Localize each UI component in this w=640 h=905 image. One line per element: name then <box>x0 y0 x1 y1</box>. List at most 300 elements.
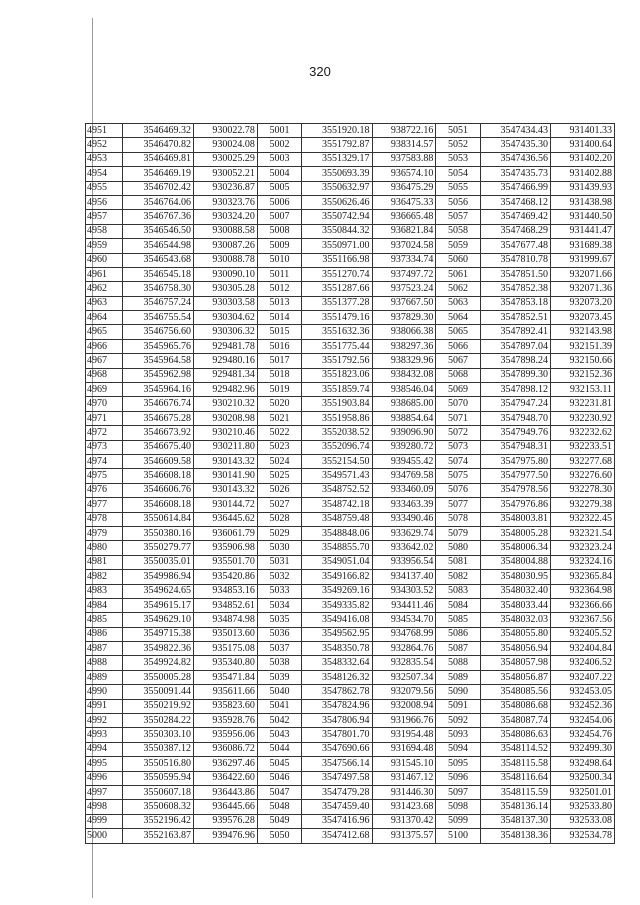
point-id-cell: 5064 <box>436 311 480 325</box>
point-id-cell: 5082 <box>436 570 480 584</box>
point-id-cell: 5094 <box>436 742 480 756</box>
y-coordinate-cell: 935013.60 <box>194 627 258 641</box>
x-coordinate-cell: 3550595.94 <box>123 771 194 785</box>
table-row <box>86 339 615 353</box>
x-coordinate-cell: 3547824.96 <box>301 699 372 713</box>
x-coordinate-cell: 3550387.12 <box>123 742 194 756</box>
point-id-cell: 5025 <box>257 469 301 483</box>
point-id-cell: 4958 <box>86 224 123 238</box>
table-row <box>86 800 615 814</box>
point-id-cell: 4968 <box>86 368 123 382</box>
table-row <box>86 253 615 267</box>
y-coordinate-cell: 932405.52 <box>551 627 615 641</box>
y-coordinate-cell: 938685.00 <box>372 397 436 411</box>
point-id-cell: 5020 <box>257 397 301 411</box>
point-id-cell: 5006 <box>257 195 301 209</box>
x-coordinate-cell: 3549416.08 <box>301 613 372 627</box>
table-row <box>86 512 615 526</box>
point-id-cell: 5001 <box>257 124 301 138</box>
x-coordinate-cell: 3551287.66 <box>301 282 372 296</box>
y-coordinate-cell: 929482.96 <box>194 383 258 397</box>
y-coordinate-cell: 931401.33 <box>551 124 615 138</box>
point-id-cell: 5033 <box>257 584 301 598</box>
point-id-cell: 4991 <box>86 699 123 713</box>
point-id-cell: 5061 <box>436 267 480 281</box>
y-coordinate-cell: 931400.64 <box>551 138 615 152</box>
x-coordinate-cell: 3547892.41 <box>480 325 551 339</box>
table-row <box>86 642 615 656</box>
point-id-cell: 4973 <box>86 440 123 454</box>
point-id-cell: 5068 <box>436 368 480 382</box>
point-id-cell: 5087 <box>436 642 480 656</box>
table-row <box>86 785 615 799</box>
x-coordinate-cell: 3549924.82 <box>123 656 194 670</box>
x-coordinate-cell: 3549335.82 <box>301 598 372 612</box>
x-coordinate-cell: 3545962.98 <box>123 368 194 382</box>
y-coordinate-cell: 930144.72 <box>194 498 258 512</box>
y-coordinate-cell: 936297.46 <box>194 757 258 771</box>
x-coordinate-cell: 3547853.18 <box>480 296 551 310</box>
x-coordinate-cell: 3548004.88 <box>480 555 551 569</box>
x-coordinate-cell: 3551859.74 <box>301 383 372 397</box>
table-row <box>86 541 615 555</box>
table-row <box>86 670 615 684</box>
y-coordinate-cell: 933956.54 <box>372 555 436 569</box>
x-coordinate-cell: 3551479.16 <box>301 311 372 325</box>
point-id-cell: 5047 <box>257 785 301 799</box>
table-row <box>86 714 615 728</box>
y-coordinate-cell: 935175.08 <box>194 642 258 656</box>
x-coordinate-cell: 3547677.48 <box>480 239 551 253</box>
x-coordinate-cell: 3548332.64 <box>301 656 372 670</box>
point-id-cell: 5080 <box>436 541 480 555</box>
y-coordinate-cell: 929481.34 <box>194 368 258 382</box>
x-coordinate-cell: 3550608.32 <box>123 800 194 814</box>
y-coordinate-cell: 932406.52 <box>551 656 615 670</box>
y-coordinate-cell: 932322.45 <box>551 512 615 526</box>
x-coordinate-cell: 3548086.63 <box>480 728 551 742</box>
y-coordinate-cell: 930052.21 <box>194 167 258 181</box>
y-coordinate-cell: 935420.86 <box>194 570 258 584</box>
x-coordinate-cell: 3547948.31 <box>480 440 551 454</box>
point-id-cell: 5052 <box>436 138 480 152</box>
point-id-cell: 5058 <box>436 224 480 238</box>
y-coordinate-cell: 930022.78 <box>194 124 258 138</box>
point-id-cell: 4987 <box>86 642 123 656</box>
point-id-cell: 5091 <box>436 699 480 713</box>
y-coordinate-cell: 930090.10 <box>194 267 258 281</box>
y-coordinate-cell: 936665.48 <box>372 210 436 224</box>
point-id-cell: 4997 <box>86 785 123 799</box>
y-coordinate-cell: 930236.87 <box>194 181 258 195</box>
y-coordinate-cell: 930210.46 <box>194 426 258 440</box>
x-coordinate-cell: 3546702.42 <box>123 181 194 195</box>
y-coordinate-cell: 930324.20 <box>194 210 258 224</box>
x-coordinate-cell: 3547459.40 <box>301 800 372 814</box>
y-coordinate-cell: 932454.76 <box>551 728 615 742</box>
point-id-cell: 5072 <box>436 426 480 440</box>
point-id-cell: 5075 <box>436 469 480 483</box>
y-coordinate-cell: 932500.34 <box>551 771 615 785</box>
point-id-cell: 4988 <box>86 656 123 670</box>
y-coordinate-cell: 932071.36 <box>551 282 615 296</box>
y-coordinate-cell: 931467.12 <box>372 771 436 785</box>
point-id-cell: 5048 <box>257 800 301 814</box>
point-id-cell: 5059 <box>436 239 480 253</box>
y-coordinate-cell: 938854.64 <box>372 411 436 425</box>
x-coordinate-cell: 3548350.78 <box>301 642 372 656</box>
table-row <box>86 469 615 483</box>
y-coordinate-cell: 933463.39 <box>372 498 436 512</box>
y-coordinate-cell: 931999.67 <box>551 253 615 267</box>
point-id-cell: 4976 <box>86 483 123 497</box>
table-row <box>86 239 615 253</box>
point-id-cell: 5017 <box>257 354 301 368</box>
point-id-cell: 5076 <box>436 483 480 497</box>
x-coordinate-cell: 3551823.06 <box>301 368 372 382</box>
point-id-cell: 5045 <box>257 757 301 771</box>
point-id-cell: 5000 <box>86 829 123 843</box>
point-id-cell: 4965 <box>86 325 123 339</box>
y-coordinate-cell: 935501.70 <box>194 555 258 569</box>
table-row <box>86 167 615 181</box>
x-coordinate-cell: 3546543.68 <box>123 253 194 267</box>
point-id-cell: 4990 <box>86 685 123 699</box>
table-row <box>86 570 615 584</box>
x-coordinate-cell: 3547412.68 <box>301 829 372 843</box>
x-coordinate-cell: 3548056.87 <box>480 670 551 684</box>
x-coordinate-cell: 3548057.98 <box>480 656 551 670</box>
table-row <box>86 555 615 569</box>
point-id-cell: 4971 <box>86 411 123 425</box>
x-coordinate-cell: 3547977.50 <box>480 469 551 483</box>
y-coordinate-cell: 934303.52 <box>372 584 436 598</box>
x-coordinate-cell: 3550303.10 <box>123 728 194 742</box>
y-coordinate-cell: 935906.98 <box>194 541 258 555</box>
table-row <box>86 742 615 756</box>
point-id-cell: 4999 <box>86 814 123 828</box>
x-coordinate-cell: 3546469.19 <box>123 167 194 181</box>
table-row <box>86 454 615 468</box>
x-coordinate-cell: 3548085.56 <box>480 685 551 699</box>
page-number: 320 <box>309 64 331 79</box>
point-id-cell: 5088 <box>436 656 480 670</box>
point-id-cell: 5028 <box>257 512 301 526</box>
x-coordinate-cell: 3547947.24 <box>480 397 551 411</box>
point-id-cell: 5069 <box>436 383 480 397</box>
x-coordinate-cell: 3550091.44 <box>123 685 194 699</box>
table-row <box>86 311 615 325</box>
y-coordinate-cell: 932364.98 <box>551 584 615 598</box>
y-coordinate-cell: 932453.05 <box>551 685 615 699</box>
y-coordinate-cell: 935823.60 <box>194 699 258 713</box>
point-id-cell: 5014 <box>257 311 301 325</box>
point-id-cell: 4955 <box>86 181 123 195</box>
table-row <box>86 814 615 828</box>
point-id-cell: 5024 <box>257 454 301 468</box>
x-coordinate-cell: 3549562.95 <box>301 627 372 641</box>
y-coordinate-cell: 930323.76 <box>194 195 258 209</box>
x-coordinate-cell: 3552038.52 <box>301 426 372 440</box>
table-row <box>86 829 615 843</box>
x-coordinate-cell: 3550005.28 <box>123 670 194 684</box>
y-coordinate-cell: 937024.58 <box>372 239 436 253</box>
x-coordinate-cell: 3546544.98 <box>123 239 194 253</box>
point-id-cell: 4959 <box>86 239 123 253</box>
y-coordinate-cell: 932533.80 <box>551 800 615 814</box>
x-coordinate-cell: 3551792.87 <box>301 138 372 152</box>
x-coordinate-cell: 3552096.74 <box>301 440 372 454</box>
x-coordinate-cell: 3549715.38 <box>123 627 194 641</box>
point-id-cell: 5063 <box>436 296 480 310</box>
point-id-cell: 5089 <box>436 670 480 684</box>
x-coordinate-cell: 3546546.50 <box>123 224 194 238</box>
x-coordinate-cell: 3546469.32 <box>123 124 194 138</box>
y-coordinate-cell: 929480.16 <box>194 354 258 368</box>
x-coordinate-cell: 3549615.17 <box>123 598 194 612</box>
point-id-cell: 5065 <box>436 325 480 339</box>
x-coordinate-cell: 3551329.17 <box>301 152 372 166</box>
y-coordinate-cell: 931375.57 <box>372 829 436 843</box>
x-coordinate-cell: 3547898.12 <box>480 383 551 397</box>
y-coordinate-cell: 933460.09 <box>372 483 436 497</box>
x-coordinate-cell: 3549051.04 <box>301 555 372 569</box>
point-id-cell: 5034 <box>257 598 301 612</box>
y-coordinate-cell: 930141.90 <box>194 469 258 483</box>
point-id-cell: 5004 <box>257 167 301 181</box>
y-coordinate-cell: 938722.16 <box>372 124 436 138</box>
y-coordinate-cell: 935471.84 <box>194 670 258 684</box>
x-coordinate-cell: 3546675.40 <box>123 440 194 454</box>
table-row <box>86 656 615 670</box>
y-coordinate-cell: 930143.32 <box>194 483 258 497</box>
y-coordinate-cell: 932534.78 <box>551 829 615 843</box>
y-coordinate-cell: 931954.48 <box>372 728 436 742</box>
x-coordinate-cell: 3547479.28 <box>301 785 372 799</box>
point-id-cell: 5053 <box>436 152 480 166</box>
y-coordinate-cell: 938314.57 <box>372 138 436 152</box>
y-coordinate-cell: 932232.62 <box>551 426 615 440</box>
y-coordinate-cell: 932151.39 <box>551 339 615 353</box>
y-coordinate-cell: 931446.30 <box>372 785 436 799</box>
table-row <box>86 383 615 397</box>
y-coordinate-cell: 932323.24 <box>551 541 615 555</box>
x-coordinate-cell: 3545964.58 <box>123 354 194 368</box>
x-coordinate-cell: 3548032.03 <box>480 613 551 627</box>
y-coordinate-cell: 931545.10 <box>372 757 436 771</box>
point-id-cell: 5016 <box>257 339 301 353</box>
y-coordinate-cell: 932230.92 <box>551 411 615 425</box>
x-coordinate-cell: 3549986.94 <box>123 570 194 584</box>
point-id-cell: 5062 <box>436 282 480 296</box>
x-coordinate-cell: 3546606.76 <box>123 483 194 497</box>
x-coordinate-cell: 3549166.82 <box>301 570 372 584</box>
table-row <box>86 757 615 771</box>
point-id-cell: 5041 <box>257 699 301 713</box>
x-coordinate-cell: 3548114.52 <box>480 742 551 756</box>
point-id-cell: 5032 <box>257 570 301 584</box>
y-coordinate-cell: 939455.42 <box>372 454 436 468</box>
y-coordinate-cell: 932152.36 <box>551 368 615 382</box>
y-coordinate-cell: 932498.64 <box>551 757 615 771</box>
y-coordinate-cell: 934769.58 <box>372 469 436 483</box>
y-coordinate-cell: 932407.22 <box>551 670 615 684</box>
x-coordinate-cell: 3550693.39 <box>301 167 372 181</box>
x-coordinate-cell: 3546675.28 <box>123 411 194 425</box>
point-id-cell: 5044 <box>257 742 301 756</box>
y-coordinate-cell: 930088.78 <box>194 253 258 267</box>
point-id-cell: 5026 <box>257 483 301 497</box>
x-coordinate-cell: 3551270.74 <box>301 267 372 281</box>
point-id-cell: 4994 <box>86 742 123 756</box>
point-id-cell: 5015 <box>257 325 301 339</box>
x-coordinate-cell: 3548138.36 <box>480 829 551 843</box>
y-coordinate-cell: 931370.42 <box>372 814 436 828</box>
table-row <box>86 498 615 512</box>
table-row <box>86 195 615 209</box>
y-coordinate-cell: 936086.72 <box>194 742 258 756</box>
point-id-cell: 5046 <box>257 771 301 785</box>
x-coordinate-cell: 3548030.95 <box>480 570 551 584</box>
x-coordinate-cell: 3546757.24 <box>123 296 194 310</box>
y-coordinate-cell: 932071.66 <box>551 267 615 281</box>
x-coordinate-cell: 3550632.97 <box>301 181 372 195</box>
x-coordinate-cell: 3547690.66 <box>301 742 372 756</box>
y-coordinate-cell: 934534.70 <box>372 613 436 627</box>
point-id-cell: 5019 <box>257 383 301 397</box>
x-coordinate-cell: 3547976.86 <box>480 498 551 512</box>
point-id-cell: 5042 <box>257 714 301 728</box>
point-id-cell: 5098 <box>436 800 480 814</box>
x-coordinate-cell: 3546755.54 <box>123 311 194 325</box>
x-coordinate-cell: 3548742.18 <box>301 498 372 512</box>
y-coordinate-cell: 939576.28 <box>194 814 258 828</box>
point-id-cell: 5040 <box>257 685 301 699</box>
point-id-cell: 4966 <box>86 339 123 353</box>
point-id-cell: 5093 <box>436 728 480 742</box>
x-coordinate-cell: 3547978.56 <box>480 483 551 497</box>
y-coordinate-cell: 935340.80 <box>194 656 258 670</box>
x-coordinate-cell: 3547468.29 <box>480 224 551 238</box>
y-coordinate-cell: 932321.54 <box>551 526 615 540</box>
point-id-cell: 5018 <box>257 368 301 382</box>
point-id-cell: 5092 <box>436 714 480 728</box>
point-id-cell: 5096 <box>436 771 480 785</box>
point-id-cell: 4978 <box>86 512 123 526</box>
point-id-cell: 5036 <box>257 627 301 641</box>
point-id-cell: 5060 <box>436 253 480 267</box>
y-coordinate-cell: 929481.78 <box>194 339 258 353</box>
y-coordinate-cell: 937829.30 <box>372 311 436 325</box>
point-id-cell: 5009 <box>257 239 301 253</box>
table-row <box>86 267 615 281</box>
x-coordinate-cell: 3548115.59 <box>480 785 551 799</box>
point-id-cell: 5074 <box>436 454 480 468</box>
point-id-cell: 5035 <box>257 613 301 627</box>
point-id-cell: 4954 <box>86 167 123 181</box>
table-row <box>86 598 615 612</box>
point-id-cell: 5022 <box>257 426 301 440</box>
table-row <box>86 613 615 627</box>
y-coordinate-cell: 932278.30 <box>551 483 615 497</box>
y-coordinate-cell: 938066.38 <box>372 325 436 339</box>
point-id-cell: 5067 <box>436 354 480 368</box>
point-id-cell: 4992 <box>86 714 123 728</box>
point-id-cell: 4960 <box>86 253 123 267</box>
x-coordinate-cell: 3547566.14 <box>301 757 372 771</box>
point-id-cell: 4967 <box>86 354 123 368</box>
table-row <box>86 325 615 339</box>
y-coordinate-cell: 936574.10 <box>372 167 436 181</box>
y-coordinate-cell: 930024.08 <box>194 138 258 152</box>
y-coordinate-cell: 939096.90 <box>372 426 436 440</box>
x-coordinate-cell: 3548126.32 <box>301 670 372 684</box>
point-id-cell: 4984 <box>86 598 123 612</box>
y-coordinate-cell: 932324.16 <box>551 555 615 569</box>
y-coordinate-cell: 930210.32 <box>194 397 258 411</box>
x-coordinate-cell: 3546545.18 <box>123 267 194 281</box>
x-coordinate-cell: 3549624.65 <box>123 584 194 598</box>
table-row <box>86 426 615 440</box>
y-coordinate-cell: 930211.80 <box>194 440 258 454</box>
point-id-cell: 4979 <box>86 526 123 540</box>
y-coordinate-cell: 937523.24 <box>372 282 436 296</box>
y-coordinate-cell: 930304.62 <box>194 311 258 325</box>
y-coordinate-cell: 932073.45 <box>551 311 615 325</box>
point-id-cell: 4980 <box>86 541 123 555</box>
y-coordinate-cell: 931440.50 <box>551 210 615 224</box>
point-id-cell: 4998 <box>86 800 123 814</box>
x-coordinate-cell: 3551792.56 <box>301 354 372 368</box>
point-id-cell: 4974 <box>86 454 123 468</box>
x-coordinate-cell: 3548055.80 <box>480 627 551 641</box>
x-coordinate-cell: 3546764.06 <box>123 195 194 209</box>
point-id-cell: 5049 <box>257 814 301 828</box>
point-id-cell: 5029 <box>257 526 301 540</box>
table-row <box>86 627 615 641</box>
x-coordinate-cell: 3551920.18 <box>301 124 372 138</box>
point-id-cell: 4957 <box>86 210 123 224</box>
point-id-cell: 4951 <box>86 124 123 138</box>
y-coordinate-cell: 930025.29 <box>194 152 258 166</box>
y-coordinate-cell: 934852.61 <box>194 598 258 612</box>
x-coordinate-cell: 3548086.68 <box>480 699 551 713</box>
table-row <box>86 224 615 238</box>
x-coordinate-cell: 3549571.43 <box>301 469 372 483</box>
point-id-cell: 5003 <box>257 152 301 166</box>
y-coordinate-cell: 931439.93 <box>551 181 615 195</box>
y-coordinate-cell: 932454.06 <box>551 714 615 728</box>
y-coordinate-cell: 931694.48 <box>372 742 436 756</box>
y-coordinate-cell: 932404.84 <box>551 642 615 656</box>
x-coordinate-cell: 3546608.18 <box>123 498 194 512</box>
x-coordinate-cell: 3550219.92 <box>123 699 194 713</box>
y-coordinate-cell: 935928.76 <box>194 714 258 728</box>
y-coordinate-cell: 931423.68 <box>372 800 436 814</box>
y-coordinate-cell: 932499.30 <box>551 742 615 756</box>
y-coordinate-cell: 932276.60 <box>551 469 615 483</box>
y-coordinate-cell: 932533.08 <box>551 814 615 828</box>
y-coordinate-cell: 931402.20 <box>551 152 615 166</box>
x-coordinate-cell: 3550284.22 <box>123 714 194 728</box>
point-id-cell: 5051 <box>436 124 480 138</box>
point-id-cell: 5071 <box>436 411 480 425</box>
x-coordinate-cell: 3547898.24 <box>480 354 551 368</box>
point-id-cell: 5081 <box>436 555 480 569</box>
x-coordinate-cell: 3547434.43 <box>480 124 551 138</box>
x-coordinate-cell: 3547435.73 <box>480 167 551 181</box>
x-coordinate-cell: 3546470.82 <box>123 138 194 152</box>
